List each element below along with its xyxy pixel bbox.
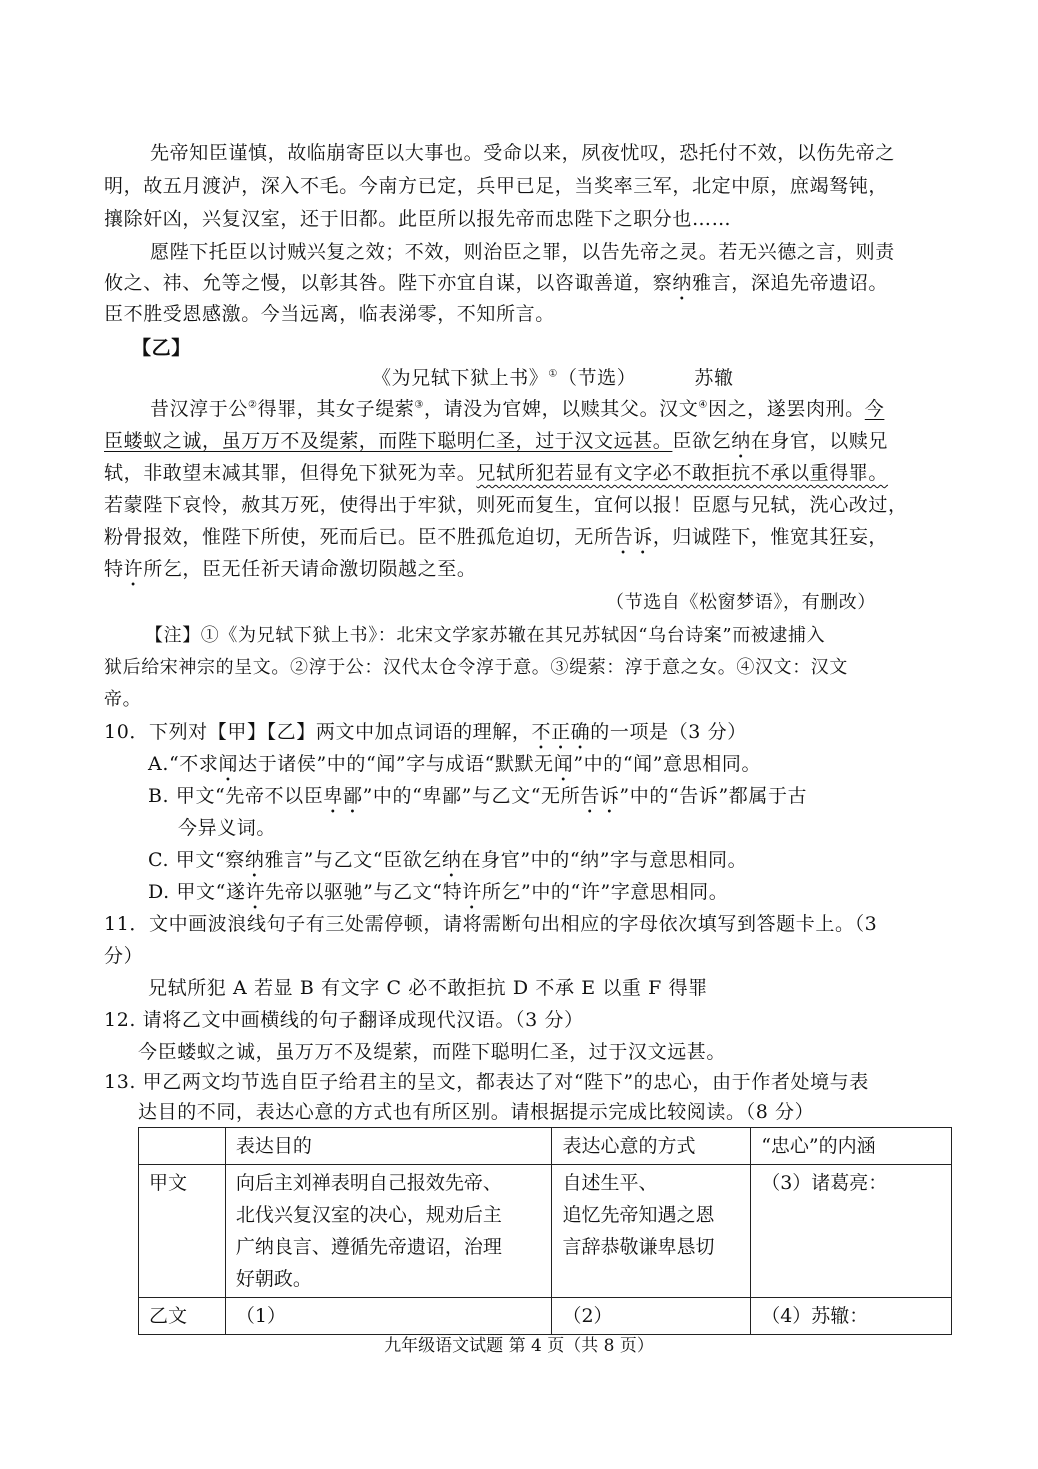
yi-line4: 若蒙陛下哀怜，赦其万死，使得出于牢狱，则死而复生，宜何以报！臣愿与兄轼，洗心改过， bbox=[104, 494, 908, 516]
row-label: 甲文 bbox=[139, 1165, 226, 1298]
notes-line1: 【注】①《为兄轼下狱上书》：北宋文学家苏辙在其兄苏轼因“乌台诗案”而被逮捕入 bbox=[145, 625, 826, 646]
jia-p1-line2: 明，故五月渡泸，深入不毛。今南方已定，兵甲已足，当奖率三军，北定中原，庶竭驽钝， bbox=[104, 175, 889, 197]
q10-stem: 10．下列对【甲】【乙】两文中加点词语的理解，不正确的一项是（3 分） bbox=[104, 721, 747, 743]
jia-p1-line3: 攘除奸凶，兴复汉室，还于旧都。此臣所以报先帝而忠陛下之职分也…… bbox=[104, 208, 732, 230]
yi-author: 苏辙 bbox=[694, 367, 734, 389]
notes-line3: 帝。 bbox=[104, 689, 142, 710]
page-footer: 九年级语文试题 第 4 页（共 8 页） bbox=[384, 1336, 654, 1356]
purpose-cell: （1） bbox=[225, 1298, 552, 1335]
yi-source: （节选自《松窗梦语》，有删改） bbox=[606, 592, 876, 613]
meaning-cell: （4）苏辙： bbox=[751, 1298, 952, 1335]
q11-sentence: 兄轼所犯 A 若显 B 有文字 C 必不敢拒抗 D 不承 E 以重 F 得罪 bbox=[148, 977, 708, 999]
table-header-cell bbox=[139, 1128, 226, 1165]
yi-line5: 粉骨报效，惟陛下所使，死而后已。臣不胜孤危迫切，无所告诉，归诚陛下，惟宽其狂妄， bbox=[104, 526, 889, 548]
jia-p2-line3: 臣不胜受恩感激。今当远离，临表涕零，不知所言。 bbox=[104, 303, 555, 325]
meaning-cell: （3）诸葛亮： bbox=[751, 1165, 952, 1298]
yi-line3: 轼，非敢望末减其罪，但得免下狱死为幸。兄轼所犯若显有文字必不敢拒抗不承以重得罪。 bbox=[104, 462, 889, 484]
q10-option-b-line2: 今异义词。 bbox=[178, 817, 277, 839]
comparison-table bbox=[138, 1127, 952, 1335]
yi-line2: 臣蝼蚁之诚，虽万万不及缇萦，而陛下聪明仁圣，过于汉文远甚。臣欲乞纳在身官，以赎兄 bbox=[104, 430, 889, 452]
jia-p2-line1: 愿陛下托臣以讨贼兴复之效；不效，则治臣之罪，以告先帝之灵。若无兴德之言，则责 bbox=[150, 241, 895, 263]
yi-line1: 昔汉淳于公②得罪，其女子缇萦③，请没为官婢，以赎其父。汉文④因之，遂罢肉刑。今 bbox=[150, 398, 885, 420]
q10-option-a: A.“不求闻达于诸侯”中的“闻”字与成语“默默无闻”中的“闻”意思相同。 bbox=[148, 753, 762, 775]
method-cell: 自述生平、 追忆先帝知遇之恩 言辞恭敬谦卑恳切 bbox=[552, 1165, 751, 1298]
q13-stem: 13. 甲乙两文均节选自臣子给君主的呈文，都表达了对“陛下”的忠心，由于作者处境与表 bbox=[104, 1071, 869, 1093]
row-label: 乙文 bbox=[139, 1298, 226, 1335]
q11-stem: 11．文中画波浪线句子有三处需停顿，请将需断句出相应的字母依次填写到答题卡上。（3 bbox=[104, 913, 878, 935]
table-header-cell: 表达目的 bbox=[225, 1128, 552, 1165]
wavy-sentence: 兄轼所犯若显有文字必不敢拒抗不承以重得罪。 bbox=[476, 462, 889, 484]
underlined-sentence: 臣蝼蚁之诚，虽万万不及缇萦，而陛下聪明仁圣，过于汉文远甚。 bbox=[104, 430, 673, 452]
jia-p1-line1: 先帝知臣谨慎，故临崩寄臣以大事也。受命以来，夙夜忧叹，恐托付不效，以伤先帝之 bbox=[150, 142, 895, 164]
jia-p2-line2: 攸之、祎、允等之慢，以彰其咎。陛下亦宜自谋，以咨诹善道，察纳雅言，深追先帝遗诏。 bbox=[104, 272, 889, 294]
method-cell: （2） bbox=[552, 1298, 751, 1335]
q10-option-c: C. 甲文“察纳雅言”与乙文“臣欲乞纳在身官”中的“纳”字与意思相同。 bbox=[148, 849, 748, 871]
yi-line6: 特许所乞，臣无任祈天请命激切陨越之至。 bbox=[104, 558, 477, 580]
notes-line2: 狱后给宋神宗的呈文。②淳于公：汉代太仓令淳于意。③缇萦：淳于意之女。④汉文：汉文 bbox=[104, 657, 848, 678]
table-header-row bbox=[139, 1128, 952, 1165]
purpose-cell: 向后主刘禅表明自己报效先帝、 北伐兴复汉室的决心，规劝后主 广纳良言、遵循先帝遗诏，治理 好朝政。 bbox=[225, 1165, 552, 1298]
q12-stem: 12. 请将乙文中画横线的句子翻译成现代汉语。（3 分） bbox=[104, 1009, 584, 1031]
yi-title: 《为兄轼下狱上书》①（节选） 苏辙 bbox=[372, 367, 734, 389]
yi-heading: 【乙】 bbox=[132, 337, 191, 359]
table-header-cell: “忠心”的内涵 bbox=[751, 1128, 952, 1165]
table-header-cell: 表达心意的方式 bbox=[552, 1128, 751, 1165]
table-row bbox=[139, 1298, 952, 1335]
q10-option-d: D. 甲文“遂许先帝以驱驰”与乙文“特许所乞”中的“许”字意思相同。 bbox=[148, 881, 729, 903]
q12-sentence: 今臣蝼蚁之诚，虽万万不及缇萦，而陛下聪明仁圣，过于汉文远甚。 bbox=[138, 1041, 727, 1063]
q13-stem-line2: 达目的不同，表达心意的方式也有所区别。请根据提示完成比较阅读。（8 分） bbox=[138, 1101, 815, 1123]
q11-stem-line2: 分） bbox=[104, 945, 144, 967]
table-row bbox=[139, 1165, 952, 1298]
q10-option-b: B. 甲文“先帝不以臣卑鄙”中的“卑鄙”与乙文“无所告诉”中的“告诉”都属于古 bbox=[148, 785, 808, 807]
